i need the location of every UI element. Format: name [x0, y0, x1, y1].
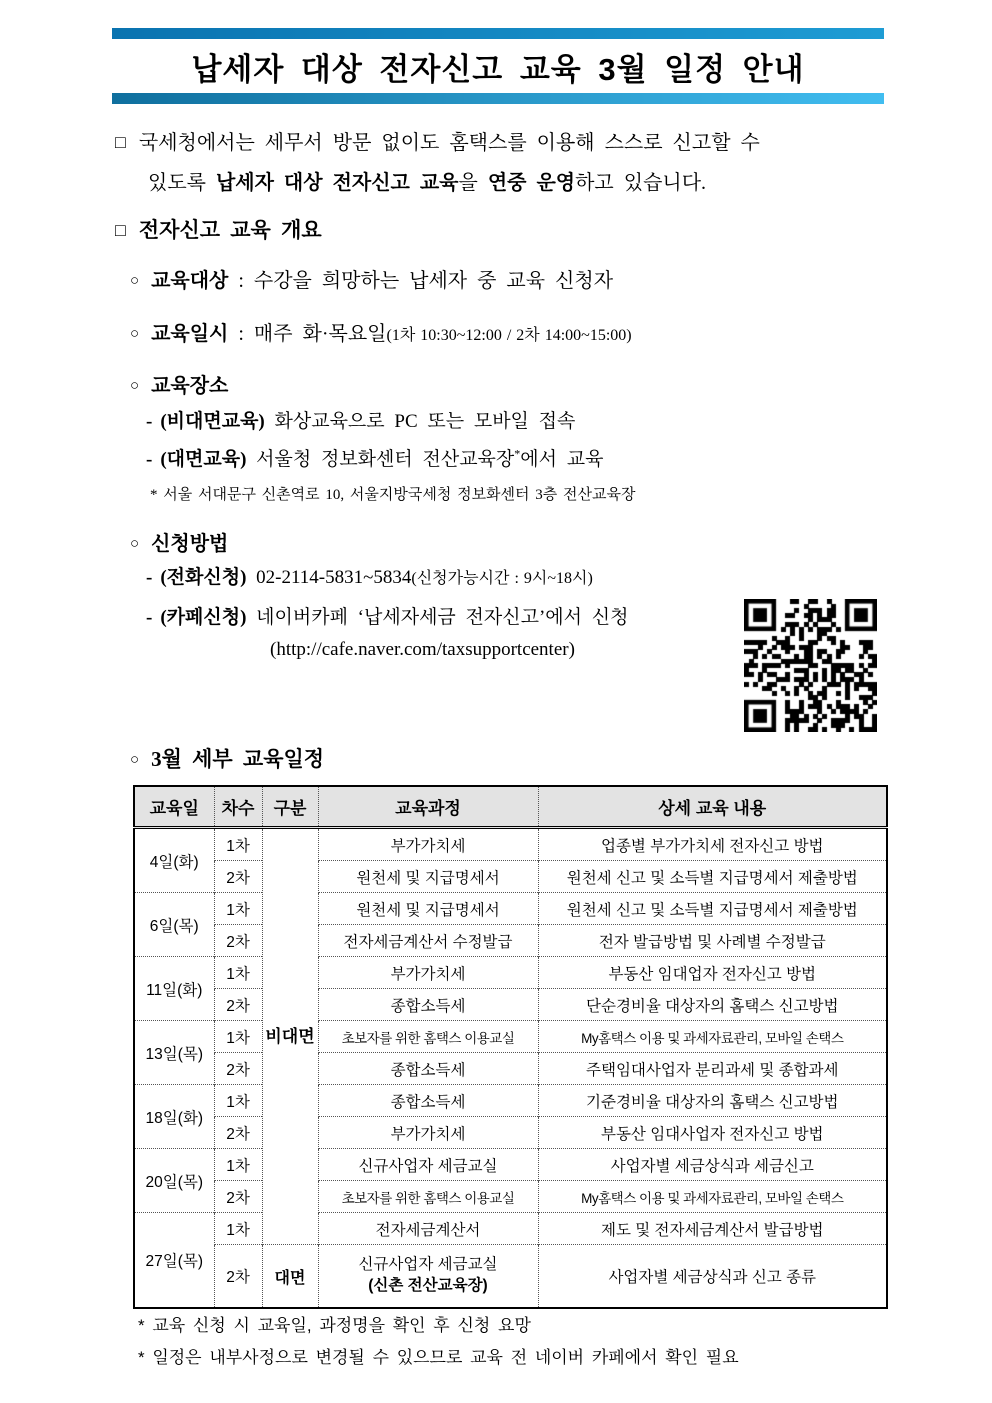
- item-target: [130, 264, 613, 293]
- detail-cell: 전자 발급방법 및 사례별 수정발급: [538, 925, 887, 957]
- session-cell: 1차: [214, 828, 262, 861]
- title-top-bar: [112, 28, 884, 39]
- intro-text-2c: 을: [458, 172, 488, 194]
- session-cell: 1차: [214, 1085, 262, 1117]
- schedule-table: [133, 785, 888, 1309]
- item-datetime: [130, 317, 632, 346]
- session-cell: 2차: [214, 1245, 262, 1309]
- date-cell: 13일(목): [134, 1021, 214, 1085]
- session-cell: 2차: [214, 1117, 262, 1149]
- detail-cell: 주택임대사업자 분리과세 및 종합과세: [538, 1053, 887, 1085]
- qr-code: [744, 599, 877, 732]
- session-cell: 2차: [214, 1053, 262, 1085]
- datetime-label: 교육일시: [151, 323, 229, 345]
- dash-bullet: -: [146, 607, 153, 628]
- target-text: 수강을 희망하는 납세자 중 교육 신청자: [253, 270, 614, 292]
- col-header-detail: 상세 교육 내용: [538, 786, 887, 828]
- table-row: [134, 861, 887, 893]
- title-bottom-bar: [112, 93, 884, 104]
- footnote-1: * 교육 신청 시 교육일, 과정명을 확인 후 신청 요망: [138, 1316, 531, 1335]
- session-cell: 1차: [214, 1213, 262, 1245]
- session-cell: 1차: [214, 893, 262, 925]
- square-bullet-icon: □: [115, 220, 126, 240]
- intro-text-2d: 연중 운영: [487, 172, 576, 194]
- face-label: (대면교육): [160, 449, 247, 470]
- course-cell: 전자세금계산서 수정발급: [318, 925, 538, 957]
- col-header-session: 차수: [214, 786, 262, 828]
- course-cell: [318, 1245, 538, 1309]
- table-row: [134, 1181, 887, 1213]
- detail-cell: 사업자별 세금상식과 세금신고: [538, 1149, 887, 1181]
- col-header-gubun: 구분: [262, 786, 318, 828]
- intro-text-2b: 납세자 대상 전자신고 교육: [215, 172, 459, 194]
- table-row: [134, 828, 887, 861]
- schedule-heading: [130, 743, 324, 773]
- cafe-url: (http://cafe.naver.com/taxsupportcenter): [270, 639, 575, 660]
- date-cell: 18일(화): [134, 1085, 214, 1149]
- square-bullet-icon: □: [115, 132, 126, 152]
- course-line-1: 신규사업자 세금교실: [358, 1256, 498, 1274]
- course-line-2: (신촌 전산교육장): [368, 1277, 488, 1294]
- course-cell: 원천세 및 지급명세서: [318, 893, 538, 925]
- detail-cell: 원천세 신고 및 소득별 지급명세서 제출방법: [538, 861, 887, 893]
- page-title: 납세자 대상 전자신고 교육 3월 일정 안내: [191, 52, 805, 87]
- date-cell: 20일(목): [134, 1149, 214, 1213]
- course-cell: 전자세금계산서: [318, 1213, 538, 1245]
- table-row: [134, 989, 887, 1021]
- nonface-text: 화상교육으로 PC 또는 모바일 접속: [274, 411, 576, 432]
- col-header-date: 교육일: [134, 786, 214, 828]
- intro-text-2e: 하고 있습니다.: [575, 172, 707, 194]
- circle-bullet-icon: ○: [130, 273, 140, 289]
- course-cell: 종합소득세: [318, 1053, 538, 1085]
- dash-bullet: -: [146, 567, 153, 588]
- table-row: [134, 1149, 887, 1181]
- phone-label: (전화신청): [160, 567, 247, 588]
- table-row: [134, 925, 887, 957]
- datetime-times: (1차 10:30~12:00 / 2차 14:00~15:00): [386, 327, 632, 344]
- detail-cell: 단순경비율 대상자의 홈택스 신고방법: [538, 989, 887, 1021]
- table-row: [134, 1085, 887, 1117]
- cafe-text: 네이버카페 ‘납세자세금 전자신고’에서 신청: [256, 607, 629, 628]
- schedule-heading-text: 3월 세부 교육일정: [151, 747, 325, 771]
- table-row: [134, 1213, 887, 1245]
- phone-hours: (신청가능시간 : 9시~18시): [411, 570, 593, 587]
- cafe-label: (카페신청): [160, 607, 247, 628]
- phone-number: 02-2114-5831~5834: [256, 567, 412, 588]
- target-label: 교육대상: [151, 270, 229, 292]
- date-cell: 27일(목): [134, 1213, 214, 1309]
- place-sub-face: [146, 444, 603, 471]
- gubun-face-cell: 대면: [262, 1245, 318, 1309]
- table-row: [134, 1021, 887, 1053]
- place-sub-nonface: [146, 406, 575, 433]
- detail-cell: 사업자별 세금상식과 신고 종류: [538, 1245, 887, 1309]
- course-cell: 부가가치세: [318, 957, 538, 989]
- col-header-course: 교육과정: [318, 786, 538, 828]
- course-cell: 종합소득세: [318, 1085, 538, 1117]
- detail-cell: 기준경비율 대상자의 홈택스 신고방법: [538, 1085, 887, 1117]
- overview-heading: [115, 214, 322, 244]
- circle-bullet-icon: ○: [130, 536, 140, 552]
- separator: :: [228, 323, 254, 345]
- detail-cell: 부동산 임대사업자 전자신고 방법: [538, 1117, 887, 1149]
- detail-cell: My홈택스 이용 및 과세자료관리, 모바일 손택스: [538, 1021, 887, 1053]
- circle-bullet-icon: ○: [130, 752, 140, 768]
- dash-bullet: -: [146, 411, 153, 432]
- date-cell: 4일(화): [134, 828, 214, 893]
- detail-cell: 업종별 부가가치세 전자신고 방법: [538, 828, 887, 861]
- table-row: [134, 1117, 887, 1149]
- session-cell: 1차: [214, 957, 262, 989]
- title-block: [112, 28, 884, 104]
- apply-phone: [146, 562, 593, 589]
- course-cell: 부가가치세: [318, 828, 538, 861]
- table-row: [134, 957, 887, 989]
- detail-cell: 원천세 신고 및 소득별 지급명세서 제출방법: [538, 893, 887, 925]
- gubun-nonface-cell: 비대면: [262, 828, 318, 1245]
- course-cell: 부가가치세: [318, 1117, 538, 1149]
- item-place: [130, 369, 228, 398]
- session-cell: 2차: [214, 925, 262, 957]
- apply-cafe: [146, 602, 628, 629]
- circle-bullet-icon: ○: [130, 326, 140, 342]
- intro-line-1: [115, 126, 760, 155]
- detail-cell: My홈택스 이용 및 과세자료관리, 모바일 손택스: [538, 1181, 887, 1213]
- table-row: [134, 1053, 887, 1085]
- intro-line-2: [148, 166, 706, 195]
- detail-cell: 부동산 임대업자 전자신고 방법: [538, 957, 887, 989]
- course-cell: 원천세 및 지급명세서: [318, 861, 538, 893]
- table-header-row: [134, 786, 887, 828]
- circle-bullet-icon: ○: [130, 378, 140, 394]
- separator: :: [228, 270, 254, 292]
- intro-text-1: 국세청에서는 세무서 방문 없이도 홈택스를 이용해 스스로 신고할 수: [138, 132, 760, 154]
- overview-heading-text: 전자신고 교육 개요: [138, 218, 322, 242]
- face-text-tail: 에서 교육: [520, 449, 604, 470]
- session-cell: 2차: [214, 1181, 262, 1213]
- place-footnote: * 서울 서대문구 신촌역로 10, 서울지방국세청 정보화센터 3층 전산교육장: [150, 487, 636, 503]
- item-apply: [130, 527, 228, 556]
- datetime-text: 매주 화·목요일: [253, 323, 387, 345]
- footnote-2: * 일정은 내부사정으로 변경될 수 있으므로 교육 전 네이버 카페에서 확인 필요: [138, 1348, 739, 1367]
- table-row: [134, 1245, 887, 1309]
- face-text: 서울청 정보화센터 전산교육장: [256, 449, 515, 470]
- session-cell: 2차: [214, 861, 262, 893]
- session-cell: 2차: [214, 989, 262, 1021]
- course-cell: 신규사업자 세금교실: [318, 1149, 538, 1181]
- dash-bullet: -: [146, 449, 153, 470]
- table-row: [134, 893, 887, 925]
- course-cell: 초보자를 위한 홈택스 이용교실: [318, 1181, 538, 1213]
- intro-text-2a: 있도록: [148, 172, 216, 194]
- place-label: 교육장소: [151, 375, 229, 397]
- date-cell: 6일(목): [134, 893, 214, 957]
- date-cell: 11일(화): [134, 957, 214, 1021]
- course-cell: 초보자를 위한 홈택스 이용교실: [318, 1021, 538, 1053]
- apply-label: 신청방법: [151, 533, 229, 555]
- asterisk-superscript: *: [514, 446, 521, 461]
- session-cell: 1차: [214, 1021, 262, 1053]
- detail-cell: 제도 및 전자세금계산서 발급방법: [538, 1213, 887, 1245]
- session-cell: 1차: [214, 1149, 262, 1181]
- course-cell: 종합소득세: [318, 989, 538, 1021]
- nonface-label: (비대면교육): [160, 411, 265, 432]
